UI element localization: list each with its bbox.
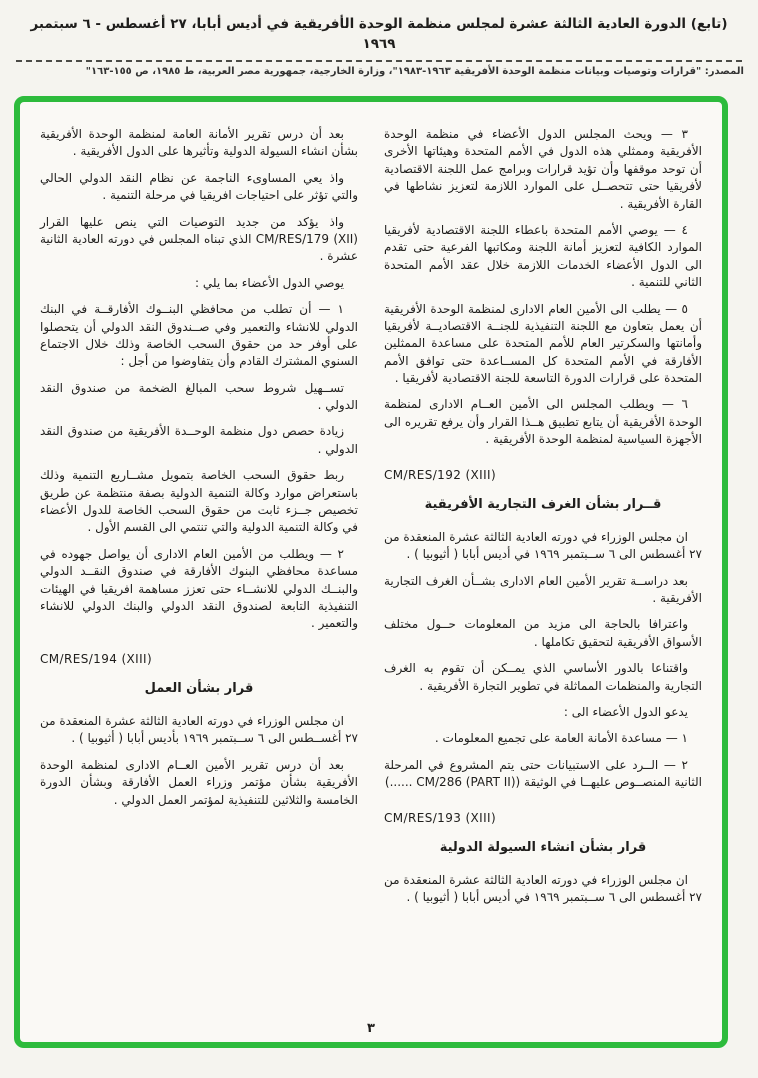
resolution-clause: بعد دراســة تقرير الأمين العام الادارى بشــأن الغرف التجارية الأفريقية .	[384, 573, 702, 606]
page-number: ٣	[367, 1021, 375, 1036]
resolution-clause: ان مجلس الوزراء في دورته العادية الثالثة عشرة المنعقدة من ٢٧ أغســطس الى ٦ ســبتمبر ١٩٦٩ بأديس أبابا ( أثيوبيا ) .	[40, 714, 358, 746]
resolution-clause: ٥ — يطلب الى الأمين العام الادارى لمنظمة الوحدة الأفريقية أن يعمل بتعاون مع اللجنة التنفيذية للجنــة الاقتصاديــة لأفريقيا وأمانتها والسكرتير العام للأمم المتحدة على مساعدة الممثلين الأفارقة في الأمم المتحدة كل المســاعدة حتى توافق الأمم المتحدة على قرارات الدورة التاسعة للجنة الاقتصادية لأفريقيا .	[384, 301, 702, 386]
resolution-clause: ٦ — ويطلب المجلس الى الأمين العــام الادارى لمنظمة الوحدة الأفريقية أن يتابع تطبيق هــذا القرار وأن يرفع تقريره الى الأجهزة السياسية لمنظمة الوحدة الأفريقية .	[384, 397, 702, 447]
resolution-clause: يدعو الدول الأعضاء الى :	[563, 705, 688, 719]
resolution-title: قــرار بشأن الغرف التجارية الأفريقية	[424, 497, 662, 513]
resolution-clause: ان مجلس الوزراء في دورته العادية الثالثة عشرة المنعقدة من ٢٧ أغسطس الى ٦ ســبتمبر ١٩٦٩ في أديس أبابا ( أثيوبيا ) .	[384, 529, 702, 562]
resolution-clause: زيادة حصص دول منظمة الوحــدة الأفريقية من صندوق النقد الدولي .	[40, 424, 358, 456]
green-highlight-frame	[14, 96, 728, 1048]
resolution-number: CM/RES/194 (XIII)	[40, 651, 153, 666]
resolution-clause: تســهيل شروط سحب المبالغ الضخمة من صندوق النقد الدولي .	[40, 380, 358, 413]
header-divider	[16, 60, 742, 62]
resolution-clause: ٢ — ويطلب من الأمين العام الادارى أن يواصل جهوده في مساعدة محافظي البنوك الأفارقة في صندوق النقــد الدولي والبنــك الدولي للانشــاء حتى تعزز مساهمة افريقيا في الهيئات التنفيذية التابعة لصندوق النقد الدولي والبنك الدولي للانشاء والتعمير .	[40, 546, 358, 631]
resolution-clause: ١ — أن تطلب من محافظي البنــوك الأفارقــة في البنك الدولي للانشاء والتعمير وفي صــندوق النقد الدولي أن يتحصلوا على أوفر حد من حقوق السحب الخاصة وذلك خلال الاجتماع السنوي المشترك القادم وأن يتفاوضوا من أجل :	[40, 302, 358, 369]
header-title: (تابع) الدورة العادية الثالثة عشرة لمجلس منظمة الوحدة الأفريقية في أديس أبابا، ٢٧ أغسطس - ٦ سبتمبر ١٩٦٩	[30, 16, 728, 53]
resolution-clause: بعد أن درس تقرير الأمانة العامة لمنظمة الوحدة الأفريقية بشأن انشاء السيولة الدولية وتأثيرها على الدول الأفريقية .	[40, 127, 358, 159]
resolution-clause: يوصي الدول الأعضاء بما يلي :	[195, 275, 344, 290]
resolution-number: CM/RES/192 (XIII)	[384, 467, 497, 482]
left-column	[40, 126, 358, 1012]
resolution-clause: واذ يعي المساوىء الناجمة عن نظام النقد الدولي الحالي والتي تؤثر على احتياجات افريقيا في مرحلة التنمية .	[40, 170, 358, 203]
resolution-clause: ان مجلس الوزراء في دورته العادية الثالثة عشرة المنعقدة من ٢٧ أغسطس الى ٦ ســبتمبر ١٩٦٩ في أديس أبابا ( أثيوبيا ) .	[384, 872, 702, 905]
resolution-title: قرار بشأن العمل	[144, 681, 254, 697]
resolution-clause: واقتناعا بالدور الأساسي الذي يمــكن أن تقوم به الغرف التجارية والمنظمات المماثلة في تطوير التجارة الأفريقية .	[384, 661, 702, 693]
resolution-clause: ٢ — الــرد على الاستبيانات حتى يتم المشروع في المرحلة الثانية المنصــوص عليهــا في الوثيقة (CM/286 (PART II) ......)	[384, 757, 702, 790]
resolution-clause: بعد أن درس تقرير الأمين العــام الادارى لمنظمة الوحدة الأفريقية بشأن مؤتمر وزراء العمل الأفارقة وبشأن الدورة الخامسة والثلاثين للتنفيذية لمؤتمر العمل الدولي .	[40, 757, 358, 807]
resolution-title: قرار بشأن انشاء السيولة الدولية	[439, 839, 647, 855]
resolution-clause: ١ — مساعدة الأمانة العامة على تجميع المعلومات .	[434, 731, 688, 746]
resolution-number: CM/RES/193 (XIII)	[384, 810, 497, 825]
two-column-content	[20, 102, 722, 1042]
resolution-clause: واعترافا بالحاجة الى مزيد من المعلومات حــول مختلف الأسواق الأفريقية لتحقيق تكاملها .	[384, 617, 702, 649]
resolution-clause: ربط حقوق السحب الخاصة بتمويل مشــاريع التنمية وذلك باستعراض موارد وكالة التنمية الدولية بصفة منتظمة عن طريق تخصيص جــزء ثابت من حقوق السحب الخاصة للدول الأعضاء في وكالة التنمية الدولية والتي تنتمي الى القسم الأول .	[40, 468, 358, 535]
right-column	[384, 126, 702, 1012]
resolution-clause: ٤ — يوصي الأمم المتحدة باعطاء اللجنة الاقتصادية لأفريقيا الموارد الكافية لتعزيز أمانة اللجنة ومكاتبها الفرعية حتى تقدم الى الدول الأعضاء الخدمات اللازمة خلال عقد الأمم المتحدة الثاني للتنمية .	[384, 222, 702, 290]
resolution-clause: واذ يؤكد من جديد التوصيات التي ينص عليها القرار CM/RES/179 (XII) الذي تبناه المجلس في دورته العادية الثانية عشرة .	[40, 214, 358, 264]
resolution-clause: ٣ — ويحث المجلس الدول الأعضاء في منظمة الوحدة الأفريقية وممثلي هذه الدول في الأمم المتحدة وهيئاتها الأخرى أن توحد موقفها وأن تؤيد قرارات وبرامج عمل اللجنة الاقتصادية لأفريقيا حتى تتحصــل على الموارد اللازمة لتعزيز نشاطها في القارة الأفريقية .	[384, 127, 702, 211]
header-source-line: المصدر: "قرارات وتوصيات وبيانات منظمة الوحدة الأفريقية ١٩٦٣-١٩٨٣"، وزارة الخارجية، جمهورية مصر العربية، ط ١٩٨٥، ص ١٥٥-١٦٣"	[85, 65, 744, 77]
page-header	[14, 14, 744, 77]
